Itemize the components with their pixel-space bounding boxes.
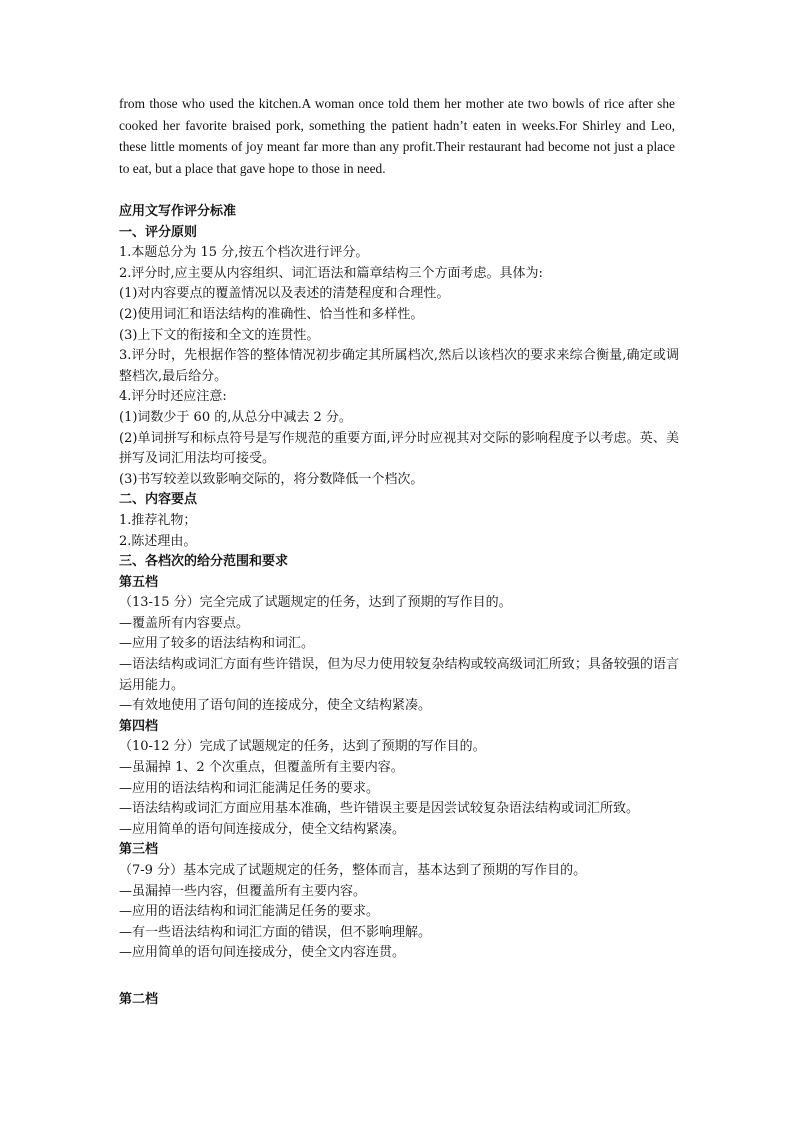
level-point: —虽漏掉 1、2 个次重点，但覆盖所有主要内容。 (119, 760, 404, 776)
level-summary: （7-9 分）基本完成了试题规定的任务，整体而言，基本达到了预期的写作目的。 (119, 863, 587, 878)
principle-item: (2)使用词汇和语法结构的准确性、恰当性和多样性。 (119, 306, 424, 322)
principle-item: (3)书写较差以致影响交际的，将分数降低一个档次。 (119, 471, 424, 487)
principle-item: 1.本题总分为 15 分,按五个档次进行评分。 (119, 245, 369, 261)
level-point: —应用简单的语句间连接成分，使全文内容连贯。 (119, 945, 406, 961)
level-point: —应用简单的语句间连接成分，使全文结构紧凑。 (119, 821, 406, 837)
level-point: —覆盖所有内容要点。 (119, 615, 250, 631)
content-point-item: 2.陈述理由。 (119, 533, 197, 549)
level-name: 第五档 (119, 574, 159, 590)
principle-item: 3.评分时，先根据作答的整体情况初步确定其所属档次,然后以该档次的要求来综合衡量,确定或调整档次,最后给分。 (119, 348, 679, 384)
principle-item: (3)上下文的衔接和全文的连贯性。 (119, 327, 320, 343)
document-page (119, 0, 679, 1123)
level-name: 第四档 (119, 718, 159, 734)
principle-item: (2)单词拼写和标点符号是写作规范的重要方面,评分时应视其对交际的影响程度予以考虑。英、美拼写及词汇用法均可接受。 (119, 430, 679, 467)
level-point: —语法结构或词汇方面应用基本准确，些许错误主要是因尝试较复杂语法结构或词汇所致。 (119, 801, 640, 817)
level-point: —应用的语法结构和词汇能满足任务的要求。 (119, 780, 380, 796)
level-summary: （13-15 分）完全完成了试题规定的任务，达到了预期的写作目的。 (119, 595, 512, 611)
principle-item: 4.评分时还应注意: (119, 389, 227, 405)
level-point: —应用了较多的语法结构和词汇。 (119, 636, 315, 652)
principle-item: (1)词数少于 60 的,从总分中减去 2 分。 (119, 409, 352, 425)
level-point: —虽漏掉一些内容，但覆盖所有主要内容。 (119, 883, 367, 899)
level-point: —应用的语法结构和词汇能满足任务的要求。 (119, 904, 380, 920)
level-point: —语法结构或词汇方面有些许错误，但为尽力使用较复杂结构或较高级词汇所致；具备较强的语言运用能力。 (119, 657, 679, 693)
content-points-heading: 二、内容要点 (119, 492, 198, 508)
levels-heading: 三、各档次的给分范围和要求 (119, 554, 289, 570)
principle-item: (1)对内容要点的覆盖情况以及表述的清楚程度和合理性。 (119, 286, 450, 302)
content-point-item: 1.推荐礼物； (119, 512, 197, 528)
level-summary: （10-12 分）完成了试题规定的任务，达到了预期的写作目的。 (119, 739, 486, 755)
level-name: 第三档 (119, 842, 159, 858)
level-name: 第二档 (119, 992, 159, 1007)
criteria-title: 应用文写作评分标准 (119, 204, 237, 219)
level-point: —有一些语法结构和词汇方面的错误，但不影响理解。 (119, 924, 432, 940)
principle-item: 2.评分时,应主要从内容组织、词汇语法和篇章结构三个方面考虑。具体为: (119, 265, 543, 281)
level-point: —有效地使用了语句间的连接成分，使全文结构紧凑。 (119, 698, 432, 714)
scoring-criteria (119, 202, 679, 964)
principles-heading: 一、评分原则 (119, 224, 198, 240)
passage-paragraph: from those who used the kitchen.A woman once told them her mother ate two bowls of rice after she cooked her favorite braised pork, something the patient hadn’t eaten in weeks.For Shirley and Leo, these little moments of joy meant far more than any profit.Their restaurant had become not just a place to eat, but a place that gave hope to those in need. (119, 96, 675, 176)
